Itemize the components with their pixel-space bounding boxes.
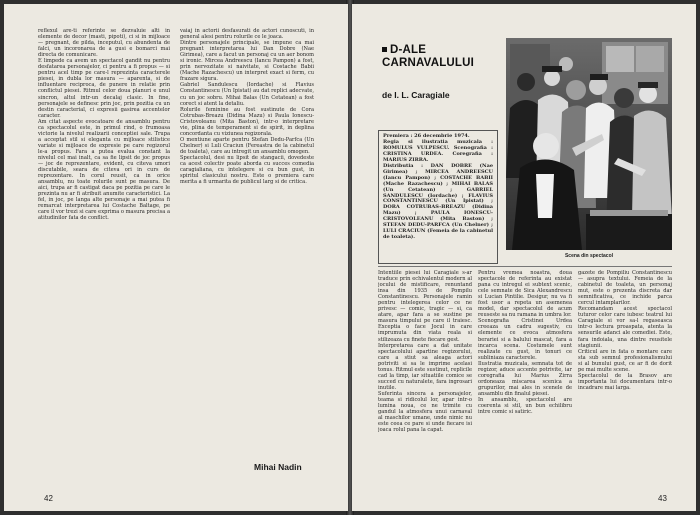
author-signature: Mihai Nadin [254,462,302,472]
right-page-column-1: Intentiile piesei lui Caragiale s-ar traduce prin echivalentul modern al jocului de mistificare, renuntand insa din 1935 de Pompilu Constantinescu. Personajele ramin pentru intelegerea celor ce ne privesc — comic, tragic — si, ca atare, apar fara a se sustine pe masura timpului pe care il traiesc. Exceptia o face Jocul in care imprumuta din viata reala si stilizeaza cu finete fiecare gest. Interpretarea care a dat unitate spectacolului apartine regizorului, care a stiut sa aleaga actori potriviti si sa le imprime acelasi tonus. Ritmul este sustinut, replicile cad la timp, iar situatiile comice se succed cu naturalete, fara ingrosari inutile. Suferinta sincera a personajelor, teama si ridicolul lor, apar intr-o lumina noua, ce ne trimite cu gandul la atmosfera unui carnaval al maschilor umane, unde nimic nu este ceea ce pare si unde fiecare isi joaca rolul pana la capat. [378,270,472,434]
photo-caption: Scena din spectacol [564,253,614,259]
section-divider [378,266,672,267]
production-credits-box: Premiera : 26 decembrie 1974. Regia si ilustratia muzicala : ROMULUS VULPESCU. Scenografia : CRISTINA URDEA. Coregrafia : MARIUS ZIRRA. Distributia : DAN DOBRE (Nae Girimea) ; MIRCEA ANDREESCU (Iancu Pampon) ; COSTACHE BABII (Mache Razachescu) ; MIHAI BALAS (Un Cetatean) ; GABRIEL SANDULESCU (Iordache) ; FLAVIUS CONSTANTINESCU (Un Ipistat) ; DORA COTRUBAS-BREAZU (Didina Mazu) ; PAULA IONESCU-CRISTOVOLEANU (Mita Baston) ; STEFAN DEDU-PARFCA (Un Chelner) ; LULI CRACIUN (Femeia de la cabinetul de toaleta). [378,130,498,264]
title-line-1: D-ALE [390,44,427,56]
right-page-column-3: gazete de Pompiliu Constantinescu — asupra textului. Femeia de la cabinetul de toaleta, un personaj mut, este o prezenta discreta dar semnificativa, ce inchide parca cercul intamplarilor. Recomandam acest spectacol tuturor celor care iubesc teatrul lui Caragiale si vor sa-l regaseasca intr-o lectura proaspata, atenta la sensurile adanci ale comediei. Este, fara indoiala, una dintre reusitele stagiunii. Criticul are in fata o montare care sta sub semnul profesionalismului si al bunului gust, ce ar fi de dorit pe mai multe scene. Spectacolul de la Brasov are importanta lui documentara intr-o incadrare mai larga. [578,270,672,391]
right-page [352,4,696,511]
left-page-column-1: reflexul are-ti referinte se dezvaluie alti in elemente de decor (masti, pipoti), ci si in mijloace — pregnant, de pilda, inceputul, cu abundenta de falci, un incoronarea de a gusi e bomarci mai directa de comunicare. E limpede ca avem un spectacol gandit nu pentru desfatarea personajelor, ci pentru a fi propus — si pentru acel timp pe care-l reprezinta caracterele piesei, in dubla lor masura — aparenta, si de influentare reciproca, de punere in relatie prin conflictul piesei. Ritmul celor doua planuri e unul sincron, altul intr-un decalaj clasic. In fine, personajele se definesc prin joc, prin pozitia cu un destin caracterial, ci expresii gasirea accentelor caracter. Am citat aspecte evocatoare de ansamblu pentru ca spectacolul este, in primul rind, o frumoasa victorie la nivelul realizarii conceptiei sale. Trupa a acceptat stil si eleganta cu mijloace stilistice variate si mijloace de expresie pe care regizorul le-a propus. Fara a putea evalua constant la nivelul cel mai inalt, ca sa fie lipsit de joc propus — joc de reprezentare, evident, cu citeva umori discutabile, seara de citeva ori in curs de reprezentare. In corul reusit, ca in orice ansamblu, nu toate rolurile sunt pe masura. De aici, trupa ar fi castigat daca pe pozitia pe care le prezinta nu ar fi atribuit anumite caracteristici. La fel, in joc, pe langa alte personaje a mai putea fi remarcat interpretarea lui Costache Baltage, pe care il vor trezi si care exprima o masura precisa a atitudinilor fata de conflict. [38,28,170,222]
page-number-right: 43 [658,494,667,503]
stage-photo [506,38,672,250]
title-bullet-icon [382,47,387,52]
right-page-column-2: Pentru vremea noastra, doua spectacole de referinta au existat pana cu intregul ei subtext scenic, cele semnate de Sica Alexandrescu si Lucian Pintilie. Desigur, nu va fi fost usor a repeta un asemenea model, dar spectacolul de acum reuseste sa nu ramana in umbra lor. Scenografia Cristinei Urdea creeaza un cadru sugestiv, cu elemente ce evoca atmosfera berariei si a balului mascat, fara a incarca scena. Costumele sunt realizate cu gust, in tonuri ce subliniaza caracterele. Ilustratia muzicala, semnata tot de regizor, aduce accente potrivite, iar coregrafia lui Marius Zirra ordoneaza miscarea scenica a grupurilor, mai ales in scenele de ansamblu din finalul piesei. In ansamblu, spectacolul are coerenta si stil, un bun echilibru intre comic si satiric. [478,270,572,416]
left-page-column-2: vaiaj in actorii desfasurati de actori cunoscuti, in general alesi pentru rolurile ce le joaca. Dintre personajele principale, se impune ca mai pregnant interpretarea lui Dan Dobre (Nae Girimea), care a facut un personaj cu un aer bonom si ironic. Mircea Andreescu (Iancu Pampon) a fost, prin nervozitate si naivitate, si Costache Babii (Mache Razachescu) un interpret exact si ferm, cu frazare sigura. Gabriel Sandulescu (Iordache) si Flavius Constantinescu (Un Ipistat) au dat replici adecvate, cu un joc sobru. Mihai Balas (Un Cetatean) a fost corect si atent la detaliu. Rolurile feminine au fost sustinute de Cora Cotrubas-Breazu (Didina Mazu) si Paula Ionescu-Cristovoleanu (Mita Baston), intr-o interpretare vie, plina de temperament si de spirit, in deplina concordanta cu viziunea regizorala. O mentiune aparte pentru Stefan Dedu-Parfca (Un Chelner) si Luli Craciun (Fereastra de la cabinetul de toaleta), care au intregit un ansamblu omogen. Spectacolul, desi nu lipsit de stangacii, dovedeste ca acest colectiv poate aborda cu succes comedia caragialiana, cu intelegere si cu bun gust, in spiritul clasicului nostru. Este o premiera care merita a fi urmarita de publicul larg si de critica. [180,28,314,186]
left-page [4,4,348,511]
title-line-2: CARNAVALULUI [382,57,475,69]
page-number-left: 42 [44,494,53,503]
article-byline: de I. L. Caragiale [382,90,450,100]
article-title [382,44,502,70]
